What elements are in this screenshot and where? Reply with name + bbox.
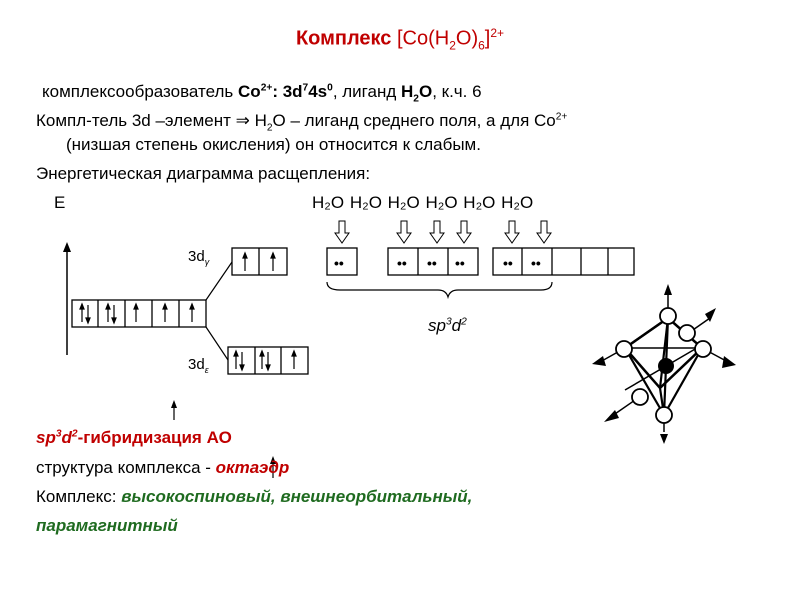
central-atom xyxy=(658,358,674,374)
d-gamma-box xyxy=(232,248,287,275)
d-epsilon-label: $3d_\varepsilon$ xyxy=(188,356,209,375)
hybrid-brace xyxy=(327,282,552,297)
oxidation-state-line: (низшая степень окисления) он относится к слабым. xyxy=(66,135,481,154)
ligands-row: H₂O H₂O H₂O H₂O H₂O H₂O xyxy=(312,193,534,212)
complex-props-line: Комплекс: высокоспиновый, внешнеорбитальный, xyxy=(36,487,473,506)
hybridization-line: $sp^3d^2$-гибридизация АО xyxy=(36,428,232,447)
page-title: Комплекс $[Co(H_2O)_6]^{2+}$ xyxy=(295,26,505,53)
structure-line: структура комплекса - октаэдр xyxy=(36,458,290,477)
ligand-field-line: Компл-тель 3d –элемент ⇒ $H_2O$ – лиганд среднего поля, а для $Co^{2+}$ xyxy=(36,111,568,134)
paramagnetic-line: парамагнитный xyxy=(36,516,178,535)
ligand-donor-arrows xyxy=(335,221,551,243)
lone-pair-6: •• xyxy=(531,255,541,271)
hybrid-orbitals xyxy=(327,248,634,275)
lone-pair-3: •• xyxy=(427,255,437,271)
d-orbitals-box xyxy=(72,300,206,327)
lone-pair-5: •• xyxy=(503,255,513,271)
lone-pair-1: •• xyxy=(334,255,344,271)
d-electrons xyxy=(80,304,194,323)
lone-pair-2: •• xyxy=(397,255,407,271)
energy-label: E xyxy=(54,193,66,212)
lone-pair-4: •• xyxy=(455,255,465,271)
complexing-agent-line: комплексообразователь $Co^{2+}$: $3d^74s^0$, лиганд $H_2O$, к.ч. 6 xyxy=(42,82,482,105)
hybrid-label: $sp^3d^2$ xyxy=(428,316,467,335)
d-gamma-label: $3d_\gamma$ xyxy=(188,248,210,267)
diagram-caption: Энергетическая диаграмма расщепления: xyxy=(36,164,371,183)
